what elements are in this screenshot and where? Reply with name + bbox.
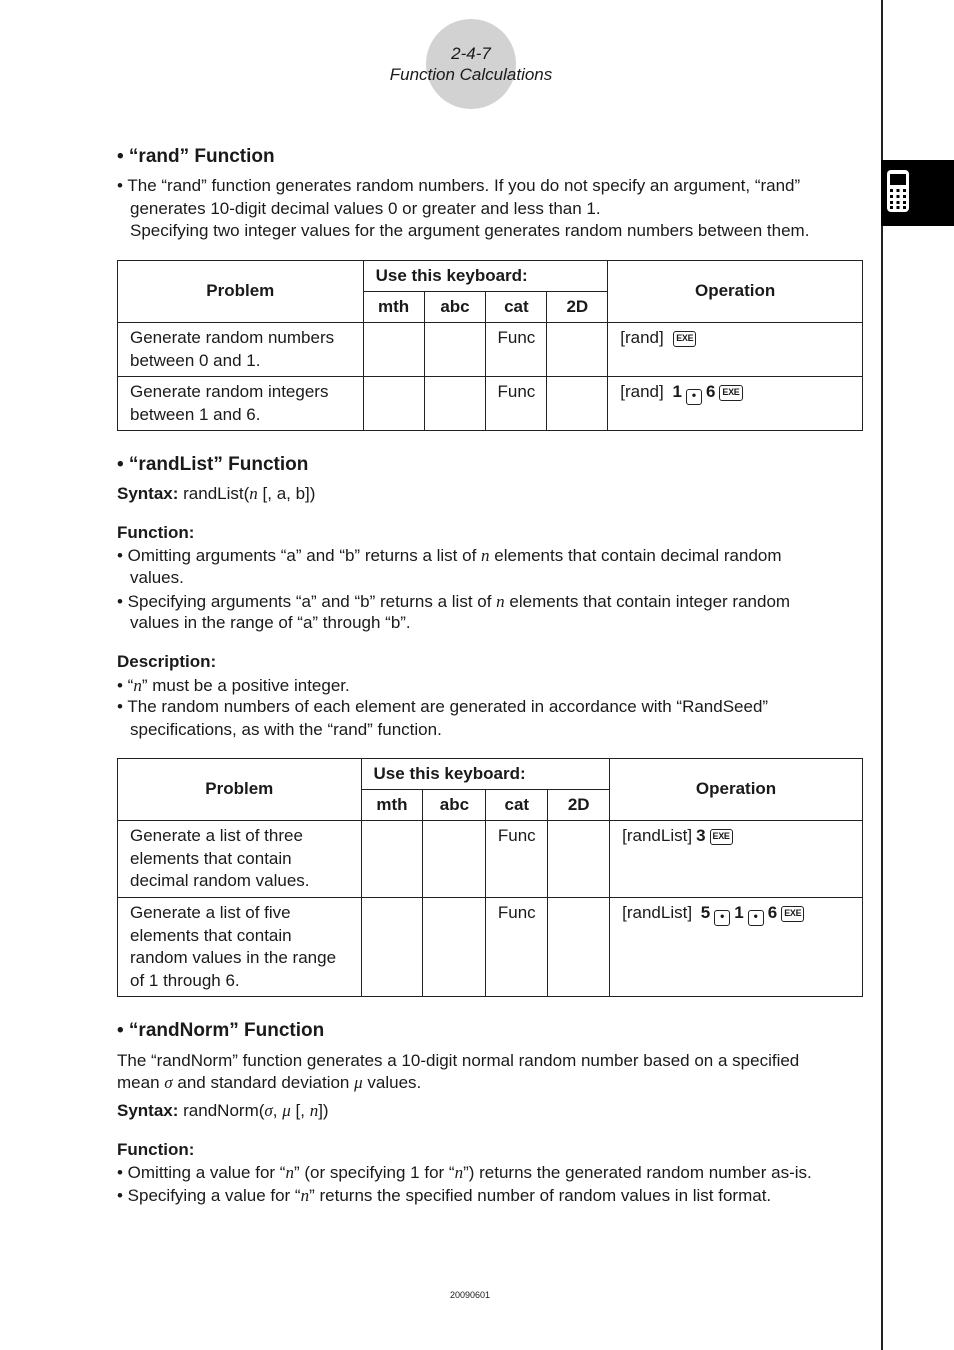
digit: 5 [700,903,711,922]
operation-cell [610,898,863,997]
footer-code: 20090601 [449,1290,491,1300]
text: [randList] [622,826,693,845]
italic-n: n [454,1163,464,1182]
cat-cell: Func [486,821,548,898]
comma-key-icon: • [714,910,730,926]
text: [, [290,1101,310,1120]
text: • “ [117,676,134,695]
cat-cell: Func [486,323,547,377]
col-mth: mth [363,292,424,323]
randlist-description-1 [117,675,350,698]
operation-cell [608,323,863,377]
comma-key-icon: • [748,910,764,926]
randnorm-function-label: Function: [117,1140,195,1159]
mth-cell [363,377,424,431]
italic-n: n [133,676,142,695]
randnorm-function-2 [117,1185,771,1208]
exe-key-icon: EXE [710,829,733,845]
text: elements that contain integer random [504,592,791,611]
problem-cell [118,898,362,997]
2d-cell [548,821,610,898]
table-row [118,323,863,377]
page-title: Function Calculations [389,65,553,84]
col-problem: Problem [118,261,364,323]
rand-desc-line2: generates 10-digit decimal values 0 or greater and less than 1. [130,199,601,218]
randlist-function-1 [117,545,782,568]
randlist-function-label: Function: [117,523,195,542]
syntax-label: Syntax: [117,484,179,503]
2d-cell [548,898,610,997]
text: ” returns the specified number of random values in list format. [309,1186,772,1205]
randnorm-syntax [117,1100,329,1123]
operation-cell [608,377,863,431]
exe-key-icon: EXE [781,906,804,922]
mth-cell [361,821,423,898]
text: ]) [318,1101,329,1120]
text: • Omitting a value for “ [117,1163,286,1182]
header-circle [426,19,516,109]
col-abc: abc [423,790,486,821]
abc-cell [424,323,486,377]
randlist-description-2-cont: specifications, as with the “rand” function. [130,720,442,739]
page-number: 2-4-7 [451,44,491,63]
text: [randList] [622,903,693,922]
digit: 6 [767,903,778,922]
randlist-description-label: Description: [117,652,217,671]
randnorm-function-1 [117,1162,812,1185]
problem-cell [118,323,364,377]
abc-cell [423,821,486,898]
text: Generate a list of three [130,826,303,845]
mu-symbol: μ [282,1101,291,1120]
table-row [118,821,863,898]
text: Generate a list of five [130,903,291,922]
randnorm-intro-1: The “randNorm” function generates a 10-digit normal random number based on a specified [117,1051,800,1070]
digit: 3 [696,826,706,845]
text: elements that contain [130,925,292,945]
table-row [118,898,863,997]
text: [rand] [620,382,664,401]
text: elements that contain [130,848,292,868]
rand-desc-line3: Specifying two integer values for the argument generates random numbers between them. [130,221,810,240]
syntax-args: [, a, b]) [257,484,316,503]
text: of 1 through 6. [130,970,240,990]
text: elements that contain decimal random [489,546,782,565]
text: Generate random integers [130,382,329,401]
randlist-function-2-cont: values in the range of “a” through “b”. [130,613,411,632]
sigma-symbol: σ [164,1073,173,1092]
problem-cell [118,821,362,898]
exe-key-icon: EXE [673,331,696,347]
randlist-function-1-cont: values. [130,568,184,587]
digit: 1 [672,382,682,401]
text: randNorm( [178,1101,265,1120]
col-abc: abc [424,292,486,323]
rand-desc-line1: • The “rand” function generates random numbers. If you do not specify an argument, “rand” [117,176,801,195]
chapter-tab [881,160,954,226]
text: between 1 and 6. [130,404,261,424]
randlist-table [117,758,863,997]
randlist-description-2: • The random numbers of each element are generated in accordance with “RandSeed” [117,697,769,716]
syntax-text: randList( [178,484,250,503]
col-cat: cat [486,790,548,821]
col-cat: cat [486,292,547,323]
text: mean [117,1073,165,1092]
text: ” must be a positive integer. [141,676,350,695]
italic-n: n [496,592,505,611]
randlist-syntax [117,483,315,506]
text: between 0 and 1. [130,350,261,370]
text: • Omitting arguments “a” and “b” returns a list of [117,546,482,565]
mu-symbol: μ [354,1073,363,1092]
syntax-n: n [249,484,258,503]
text: [rand] [620,328,664,347]
abc-cell [424,377,486,431]
randlist-function-2 [117,591,790,614]
exe-key-icon: EXE [719,385,742,401]
operation-cell [610,821,863,898]
text: random values in the range [130,948,337,967]
mth-cell [361,898,423,997]
rand-heading: • “rand” Function [117,146,275,167]
text: decimal random values. [130,871,310,890]
calculator-icon [881,160,954,226]
col-operation: Operation [610,759,863,821]
problem-cell [118,377,364,431]
col-problem: Problem [118,759,362,821]
text: , [272,1101,283,1120]
italic-n: n [309,1101,319,1120]
text: ”) returns the generated random number as-is. [463,1163,812,1182]
table-row [118,377,863,431]
2d-cell [547,377,608,431]
text: ” (or specifying 1 for “ [293,1163,455,1182]
digit: 6 [705,382,716,401]
italic-n: n [300,1186,310,1205]
text: Generate random numbers [130,328,335,347]
randnorm-heading: • “randNorm” Function [117,1020,325,1041]
italic-n: n [285,1163,294,1182]
col-keyboard: Use this keyboard: [363,261,608,292]
italic-n: n [481,546,490,565]
text: values. [362,1073,422,1092]
col-2d: 2D [547,292,608,323]
text: • Specifying a value for “ [117,1186,301,1205]
2d-cell [547,323,608,377]
randnorm-intro-2 [117,1072,421,1095]
col-2d: 2D [548,790,610,821]
randlist-heading: • “randList” Function [117,454,309,475]
sigma-symbol: σ [264,1101,273,1120]
syntax-label: Syntax: [117,1101,179,1120]
comma-key-icon: • [686,389,702,405]
text: and standard deviation [172,1073,355,1092]
digit: 1 [734,903,744,922]
col-keyboard: Use this keyboard: [361,759,610,790]
abc-cell [423,898,486,997]
text: • Specifying arguments “a” and “b” returns a list of [117,592,497,611]
rand-table [117,260,863,431]
cat-cell: Func [486,898,548,997]
cat-cell: Func [486,377,547,431]
mth-cell [363,323,424,377]
col-mth: mth [361,790,423,821]
col-operation: Operation [608,261,863,323]
